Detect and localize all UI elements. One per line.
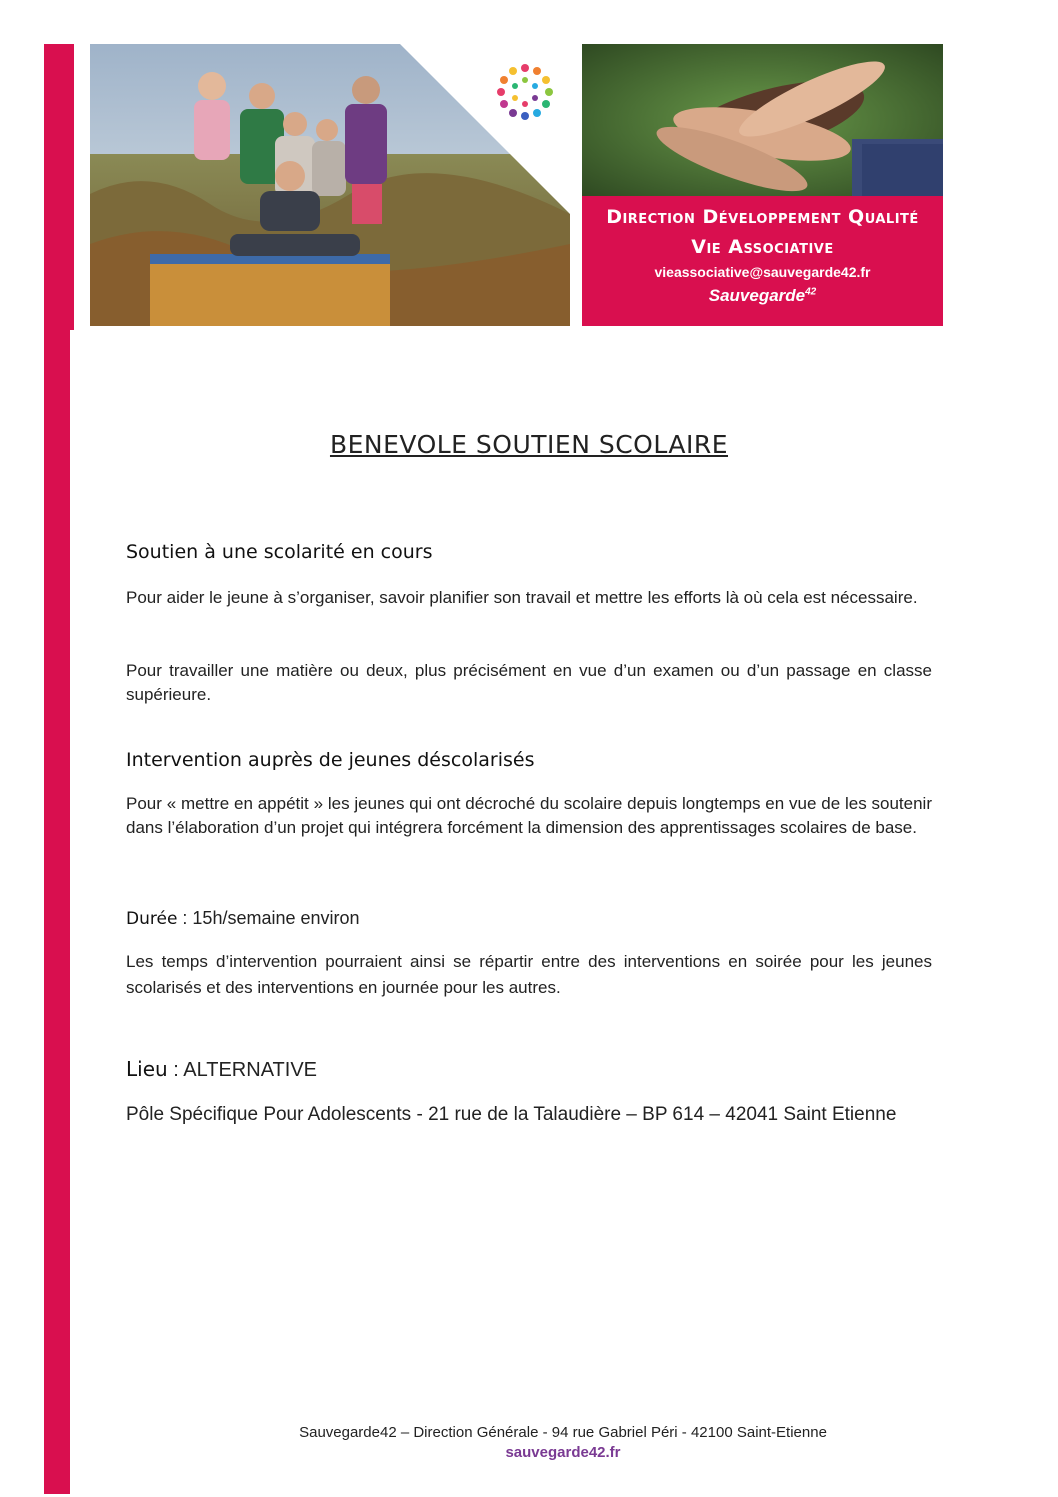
section1-heading: Soutien à une scolarité en cours (126, 541, 433, 563)
footer-website-link[interactable]: sauvegarde42.fr (505, 1444, 621, 1461)
brand-name: Sauvegarde (708, 286, 806, 305)
duree-paragraph: Les temps d’intervention pourraient ainsi se répartir entre des interventions en soirée pour les jeunes scolarisés et des interventions en journée pour les autres. (126, 952, 932, 997)
footer-address: Sauvegarde42 – Direction Générale - 94 rue Gabriel Péri - 42100 Saint-Etienne (299, 1424, 827, 1441)
section2-paragraph: Pour « mettre en appétit » les jeunes qui ont décroché du scolaire depuis longtemps en vue de les soutenir dans l’élaboration d’un projet qui intégrera forcément la dimension des apprentissages scolaires de base. (126, 794, 932, 837)
brand-sup: 42 (805, 286, 817, 298)
hands-photo (582, 44, 943, 196)
banner-direction-title: Direction Développement Qualité (606, 206, 919, 228)
accent-bar-notch (70, 330, 76, 1494)
children-photo (90, 44, 570, 326)
section1-paragraph1: Pour aider le jeune à s’organiser, savoir planifier son travail et mettre les efforts là où cela est nécessaire. (126, 588, 918, 607)
duree-label: Durée (126, 909, 178, 929)
lieu-line (126, 1056, 932, 1083)
banner-email[interactable]: vieassociative@sauvegarde42.fr (654, 264, 871, 280)
banner-info-box (582, 196, 943, 326)
duree-value: 15h/semaine environ (192, 908, 360, 928)
duree-separator: : (177, 908, 193, 928)
brand-logo-text (582, 286, 943, 306)
lieu-value: ALTERNATIVE (183, 1059, 317, 1081)
lieu-separator: : (167, 1059, 184, 1081)
lieu-address: Pôle Spécifique Pour Adolescents - 21 rue de la Talaudière – BP 614 – 42041 Saint Etienne (126, 1104, 897, 1125)
duree-line (126, 906, 932, 931)
section2-heading: Intervention auprès de jeunes déscolarisés (126, 749, 535, 771)
banner-vie-associative: Vie Associative (691, 236, 834, 258)
section1-paragraph2: Pour travailler une matière ou deux, plus précisément en vue d’un examen ou d’un passage en classe supérieure. (126, 661, 932, 704)
page-title: BENEVOLE SOUTIEN SCOLAIRE (329, 430, 729, 459)
lieu-label: Lieu (126, 1057, 168, 1081)
